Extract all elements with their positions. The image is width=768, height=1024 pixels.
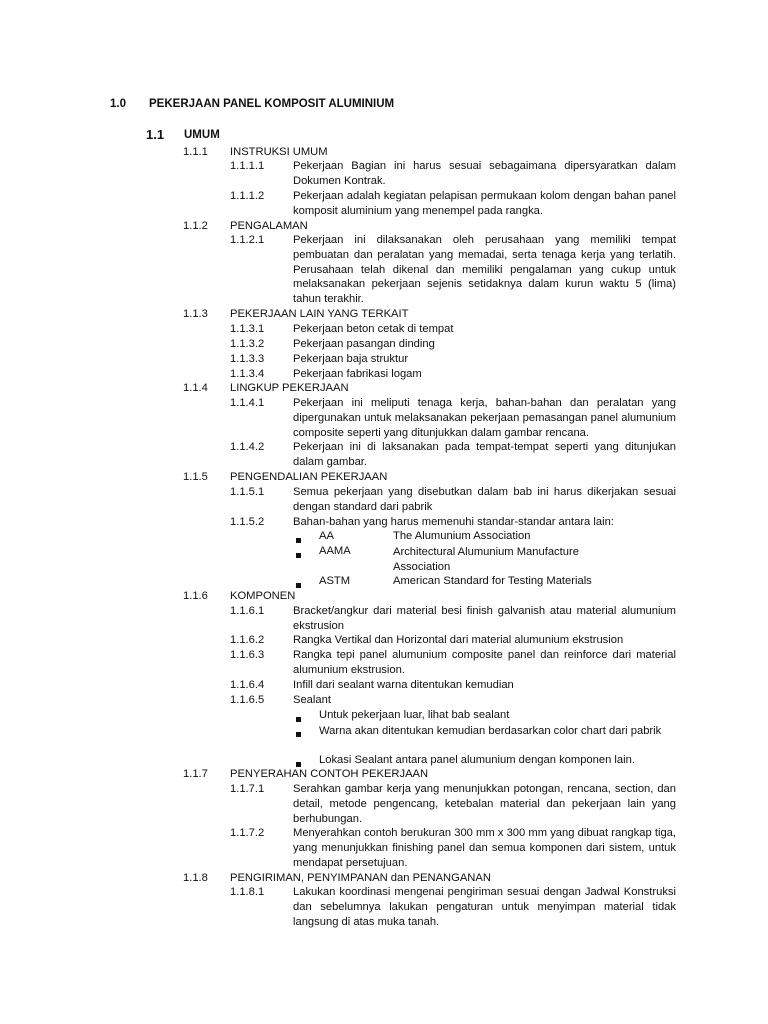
item-title: PENGIRIMAN, PENYIMPANAN dan PENANGANAN: [230, 872, 491, 884]
bullet-icon: [296, 549, 301, 561]
clause-number: 1.1.5.1: [230, 486, 265, 498]
item-number: 1.1.6: [183, 590, 208, 602]
bullet-icon: [296, 579, 301, 591]
item-title: PENGALAMAN: [230, 220, 308, 232]
subsection-title: UMUM: [184, 129, 220, 141]
item-number: 1.1.2: [183, 220, 208, 232]
item-number: 1.1.4: [183, 382, 208, 394]
subsection-number: 1.1: [146, 127, 165, 142]
clause-number: 1.1.3.1: [230, 323, 265, 335]
clause-text: Bracket/angkur dari material besi finish galvanish atau material alumunium ekstrusion: [293, 605, 676, 632]
standard-abbr: ASTM: [319, 575, 351, 587]
item-title: PENGENDALIAN PEKERJAAN: [230, 471, 388, 483]
sealant-item: Warna akan ditentukan kemudian berdasarkan color chart dari pabrik: [319, 725, 662, 737]
standard-abbr: AA: [319, 530, 334, 542]
item-title: PEKERJAAN LAIN YANG TERKAIT: [230, 308, 409, 320]
clause-text: Infill dari sealant warna ditentukan kemudian: [293, 679, 514, 691]
clause-number: 1.1.6.3: [230, 649, 265, 661]
clause-text: Pekerjaan baja struktur: [293, 353, 409, 365]
clause-number: 1.1.7.2: [230, 827, 265, 839]
item-title: LINGKUP PEKERJAAN: [230, 382, 349, 394]
section-number: 1.0: [110, 98, 126, 110]
sealant-item: Untuk pekerjaan luar, lihat bab sealant: [319, 709, 510, 721]
clause-number: 1.1.6.5: [230, 694, 265, 706]
clause-text: Rangka Vertikal dan Horizontal dari material alumunium ekstrusion: [293, 634, 624, 646]
clause-text: Pekerjaan pasangan dinding: [293, 338, 435, 350]
clause-text: Bahan-bahan yang harus memenuhi standar-standar antara lain:: [293, 516, 614, 528]
standard-name: The Alumunium Association: [393, 530, 531, 542]
standard-name: [393, 545, 603, 575]
clause-number: 1.1.6.4: [230, 679, 265, 691]
bullet-icon: [296, 728, 301, 740]
clause-number: 1.1.6.1: [230, 605, 265, 617]
clause-text: Pekerjaan ini di laksanakan pada tempat-tempat seperti yang ditunjukan dalam gambar.: [293, 441, 676, 468]
bullet-icon: [296, 534, 301, 546]
sealant-item: Lokasi Sealant antara panel alumunium dengan komponen lain.: [319, 754, 635, 766]
section-title: PEKERJAAN PANEL KOMPOSIT ALUMINIUM: [149, 98, 395, 110]
clause-text: Pekerjaan ini meliputi tenaga kerja, bahan-bahan dan peralatan yang dipergunakan untuk melaksanakan pekerjaan pemasangan panel alumunium composite seperti yang ditunjukkan dalam gambar rencana.: [293, 397, 676, 439]
standard-name-text: Architectural Alumunium Manufacture Association: [393, 546, 579, 573]
item-title: PENYERAHAN CONTOH PEKERJAAN: [230, 768, 429, 780]
item-number: 1.1.7: [183, 768, 208, 780]
clause-text: Semua pekerjaan yang disebutkan dalam bab ini harus dikerjakan sesuai dengan standard dari pabrik: [293, 486, 676, 513]
clause-text: Pekerjaan fabrikasi logam: [293, 368, 422, 380]
clause-number: 1.1.3.3: [230, 353, 265, 365]
item-number: 1.1.5: [183, 471, 208, 483]
clause-number: 1.1.5.2: [230, 516, 265, 528]
clause-number: 1.1.1.2: [230, 190, 265, 202]
clause-text: Pekerjaan adalah kegiatan pelapisan permukaan kolom dengan bahan panel komposit aluminium yang menempel pada rangka.: [293, 190, 676, 217]
standard-name: American Standard for Testing Materials: [393, 575, 592, 587]
clause-number: 1.1.4.1: [230, 397, 265, 409]
clause-text: Rangka tepi panel alumunium composite panel dan reinforce dari material alumunium ekstrusion.: [293, 649, 676, 676]
clause-number: 1.1.6.2: [230, 634, 265, 646]
clause-text: Lakukan koordinasi mengenai pengiriman sesuai dengan Jadwal Konstruksi dan sebelumnya lakukan pengaturan untuk menyimpan material tidak langsung di atas muka tanah.: [293, 886, 676, 928]
clause-number: 1.1.1.1: [230, 160, 265, 172]
bullet-icon: [296, 713, 301, 725]
clause-number: 1.1.7.1: [230, 783, 265, 795]
clause-text: Serahkan gambar kerja yang menunjukkan potongan, rencana, section, dan detail, metode pengencang, ketebalan material dan pekerjaan lain yang berhubungan.: [293, 783, 676, 825]
clause-text: Pekerjaan ini dilaksanakan oleh perusahaan yang memiliki tempat pembuatan dan peralatan yang memadai, serta tenaga kerja yang terlatih. Perusahaan telah dikenal dan memiliki pengalaman yang cukup untuk melaksanakan pekerjaan sejenis setidaknya dalam kurun waktu 5 (lima) tahun terakhir.: [293, 234, 676, 306]
clause-number: 1.1.3.2: [230, 338, 265, 350]
item-number: 1.1.3: [183, 308, 208, 320]
clause-text: Menyerahkan contoh berukuran 300 mm x 300 mm yang dibuat rangkap tiga, yang menunjukkan finishing panel dan semua komponen dari sistem, untuk mendapat persetujuan.: [293, 827, 676, 869]
item-title: INSTRUKSI UMUM: [230, 146, 328, 158]
item-number: 1.1.8: [183, 872, 208, 884]
clause-text: Pekerjaan Bagian ini harus sesuai sebagaimana dipersyaratkan dalam Dokumen Kontrak.: [293, 160, 676, 187]
clause-number: 1.1.8.1: [230, 886, 265, 898]
standard-abbr: AAMA: [319, 545, 351, 557]
clause-text: Sealant: [293, 694, 331, 706]
clause-number: 1.1.2.1: [230, 234, 265, 246]
item-number: 1.1.1: [183, 146, 208, 158]
clause-text: Pekerjaan beton cetak di tempat: [293, 323, 454, 335]
item-title: KOMPONEN: [230, 590, 296, 602]
clause-number: 1.1.4.2: [230, 441, 265, 453]
clause-number: 1.1.3.4: [230, 368, 265, 380]
